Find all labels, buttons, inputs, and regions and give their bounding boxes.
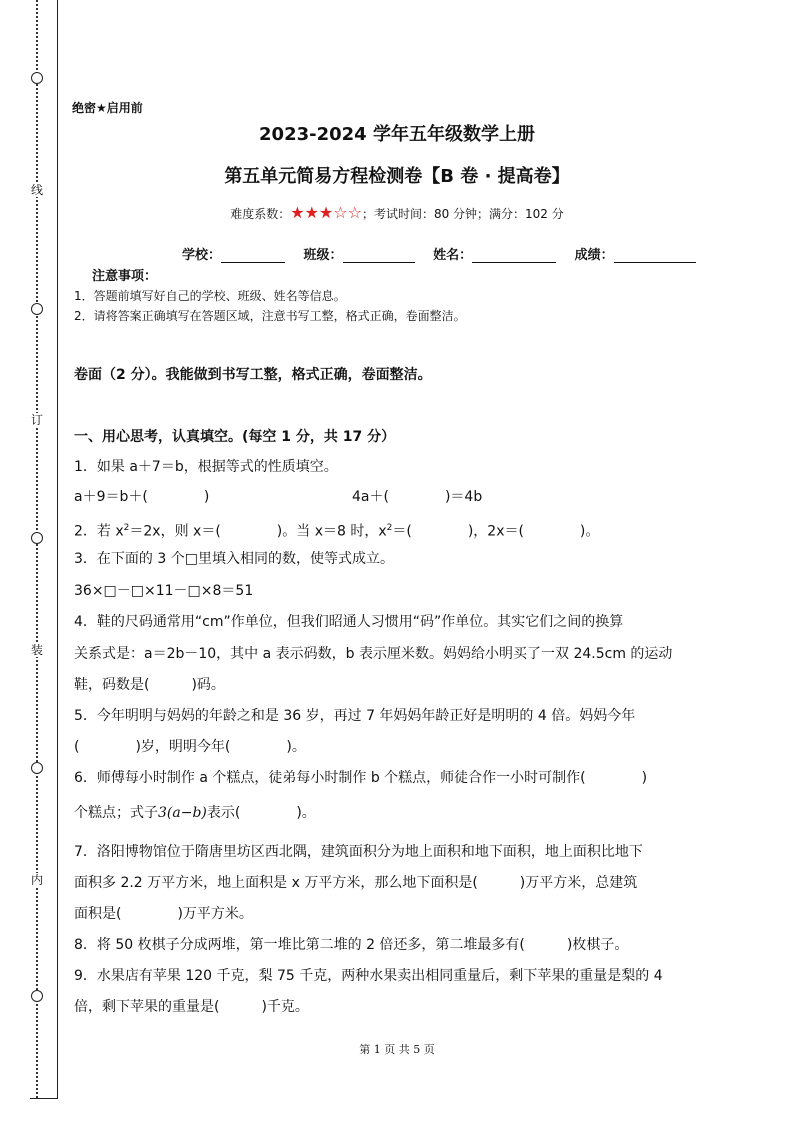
star-filled-icon: ★ [304, 203, 319, 222]
section1-heading: 一、用心思考，认真填空。(每空 1 分，共 17 分） [74, 429, 396, 445]
binding-mark-zhuang: 装 [28, 643, 46, 657]
page-subtitle: 第五单元简易方程检测卷【B 卷 · 提高卷】 [224, 166, 570, 187]
question-7-line3: 面积是( )万平方米。 [74, 906, 253, 922]
question-9-line2: 倍，剩下苹果的重量是( )千克。 [74, 999, 309, 1015]
question-6-line1: 6．师傅每小时制作 a 个糕点，徒弟每小时制作 b 个糕点，师徒合作一小时可制作( ) [74, 770, 648, 786]
question-6-line2 [74, 804, 316, 822]
question-1a: a＋9＝b＋( ) [74, 489, 210, 505]
question-8: 8．将 50 枚棋子分成两堆，第一堆比第二堆的 2 倍还多，第二堆最多有( )枚棋子。 [74, 937, 629, 953]
note-item: 1．答题前填写好自己的学校、班级、姓名等信息。 [74, 289, 346, 303]
binding-circle-icon [31, 990, 43, 1002]
note-item: 2．请将答案正确填写在答题区域，注意书写工整，格式正确，卷面整洁。 [74, 309, 466, 323]
page-footer: 第 1 页 共 5 页 [359, 1043, 435, 1056]
school-label: 学校： [182, 248, 222, 263]
exam-info: ；考试时间：80 分钟；满分：102 分 [361, 207, 564, 221]
question-3: 3．在下面的 3 个□里填入相同的数，使等式成立。 [74, 551, 394, 567]
question-3-expression: 36×□－□×11－□×8＝51 [74, 583, 254, 599]
question-4-line2: 关系式是：a＝2b－10，其中 a 表示码数，b 表示厘米数。妈妈给小明买了一双 24.5cm 的运动 [74, 646, 673, 662]
notes-heading: 注意事项： [92, 269, 158, 284]
difficulty-label: 难度系数： [230, 207, 291, 221]
question-2 [74, 519, 599, 541]
binding-circle-icon [31, 72, 43, 84]
neatness-statement: 卷面（2 分）。我能做到书写工整，格式正确，卷面整洁。 [74, 367, 432, 383]
exam-meta [0, 203, 794, 222]
question-4-line3: 鞋，码数是( )码。 [74, 677, 225, 693]
formula: 3(a−b) [158, 805, 207, 821]
name-label: 姓名： [433, 248, 473, 263]
difficulty-stars [290, 203, 362, 222]
class-label: 班级： [303, 248, 343, 263]
question-2-part3: ＝( )，2x＝( )。 [392, 523, 600, 540]
margin-bottom-line [30, 1098, 58, 1099]
binding-circle-icon [31, 532, 43, 544]
question-5-line2: ( )岁，明明今年( )。 [74, 739, 306, 755]
class-field[interactable] [343, 248, 415, 263]
exponent: 2 [123, 523, 130, 533]
question-4-line1: 4．鞋的尺码通常用“cm”作单位，但我们昭通人习惯用“码”作单位。其实它们之间的换算 [74, 614, 624, 630]
exponent: 2 [386, 523, 393, 533]
question-5-line1: 5．今年明明与妈妈的年龄之和是 36 岁，再过 7 年妈妈年龄正好是明明的 4 倍。妈妈今年 [74, 708, 636, 724]
page-title: 2023-2024 学年五年级数学上册 [259, 124, 535, 145]
question-6-text: 个糕点；式子 [74, 805, 158, 821]
school-field[interactable] [221, 248, 285, 263]
star-filled-icon: ★ [290, 203, 305, 222]
question-1: 1．如果 a＋7＝b，根据等式的性质填空。 [74, 459, 338, 475]
binding-circle-icon [31, 303, 43, 315]
binding-mark-ding: 订 [28, 413, 46, 427]
score-label: 成绩： [574, 248, 614, 263]
question-2-part1: 2．若 x [74, 523, 124, 540]
binding-mark-nei: 内 [28, 873, 46, 887]
star-filled-icon: ★ [318, 203, 334, 222]
question-7-line1: 7．洛阳博物馆位于隋唐里坊区西北隅，建筑面积分为地上面积和地下面积，地上面积比地下 [74, 844, 643, 860]
question-7-line2: 面积多 2.2 万平方米，地上面积是 x 万平方米，那么地下面积是( )万平方米，总建筑 [74, 875, 638, 891]
name-field[interactable] [472, 248, 556, 263]
question-9-line1: 9．水果店有苹果 120 千克，梨 75 千克，两种水果卖出相同重量后，剩下苹果的重量是梨的 4 [74, 968, 663, 984]
question-1b: 4a＋( )＝4b [352, 489, 483, 505]
student-info-line [182, 244, 696, 263]
binding-mark-xian: 线 [28, 183, 46, 197]
secret-label: 绝密★启用前 [72, 101, 143, 115]
star-empty-icon: ☆ [333, 203, 348, 222]
binding-circle-icon [31, 762, 43, 774]
question-6-text: 表示( )。 [206, 805, 316, 821]
question-2-part2: ＝2x，则 x＝( )。当 x＝8 时，x [129, 523, 387, 540]
star-empty-icon: ☆ [347, 203, 362, 222]
score-field[interactable] [614, 248, 696, 263]
